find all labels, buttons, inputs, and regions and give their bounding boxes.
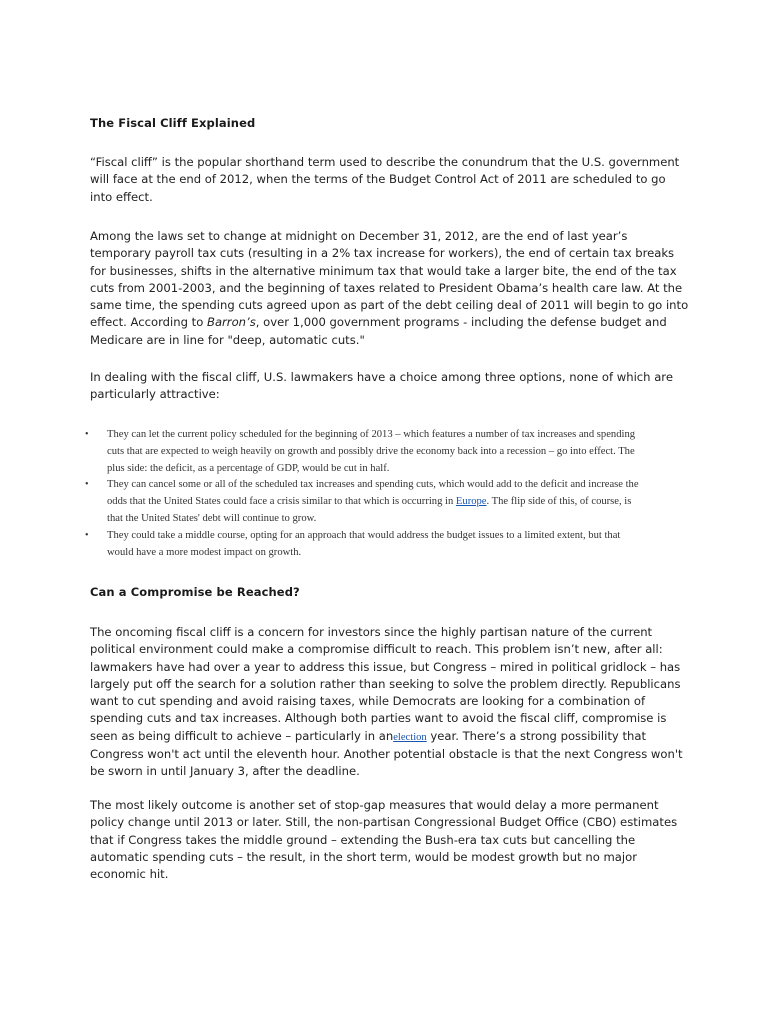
text-run: . The flip side of this, of course, is bbox=[486, 496, 632, 508]
text-line: cuts that are expected to weigh heavily on growth and possibly drive the economy back into a recession – go into effect. The bbox=[107, 445, 635, 457]
text-line: same time, the spending cuts agreed upon as part of the debt ceiling deal of 2011 will begin to go into bbox=[90, 298, 689, 313]
text-line: largely put off the search for a solution rather than seeking to solve the problem directly. Republicans bbox=[90, 676, 681, 691]
text-line: be sworn in until January 3, after the deadline. bbox=[90, 764, 360, 779]
text-line: They could take a middle course, opting for an approach that would address the budget issues to a limited extent, but that bbox=[107, 529, 621, 541]
bullet-icon: • bbox=[85, 429, 89, 440]
text-line: particularly attractive: bbox=[90, 387, 220, 402]
text-line: would have a more modest impact on growth. bbox=[107, 546, 302, 558]
publication-name: Barron’s bbox=[206, 315, 256, 330]
text-run: year. There’s a strong possibility that bbox=[426, 728, 646, 743]
text-line bbox=[90, 314, 680, 331]
text-line: want to cut spending and avoid raising taxes, while Democrats are looking for a combination of bbox=[90, 694, 646, 709]
bullet-icon: • bbox=[85, 479, 89, 491]
text-line: They can cancel some or all of the scheduled tax increases and spending cuts, which would add to the deficit and increase the bbox=[107, 479, 639, 491]
text-run: seen as being difficult to achieve – particularly in an bbox=[90, 728, 394, 743]
text-line: plus side: the deficit, as a percentage of GDP, would be cut in half. bbox=[107, 462, 390, 474]
text-line: that the United States' debt will continue to grow. bbox=[107, 512, 317, 524]
text-line: The oncoming fiscal cliff is a concern for investors since the highly partisan nature of the current bbox=[90, 625, 653, 639]
section-heading: Can a Compromise be Reached? bbox=[90, 585, 300, 599]
text-run: odds that the United States could face a crisis similar to that which is occurring in bbox=[107, 496, 456, 508]
text-run: , over 1,000 government programs - including the defense budget and bbox=[255, 315, 667, 330]
text-line: lawmakers have had over a year to address this issue, but Congress – mired in political gridlock – has bbox=[90, 659, 681, 674]
text-line: that if Congress takes the middle ground – extending the Bush-era tax cuts but cancelling the bbox=[90, 832, 636, 847]
paragraph-compromise bbox=[90, 624, 683, 781]
text-run: effect. According to bbox=[90, 315, 207, 330]
text-line: They can let the current policy scheduled for the beginning of 2013 – which features a number of tax increases and spending bbox=[107, 429, 636, 440]
text-line: for businesses, shifts in the alternative minimum tax that would take a larger bite, the end of the tax bbox=[90, 263, 677, 278]
text-line: cuts from 2001-2003, and the beginning of taxes related to President Obama’s health care law. At the bbox=[90, 280, 683, 295]
text-line: In dealing with the fiscal cliff, U.S. lawmakers have a choice among three options, none of which are bbox=[90, 370, 673, 384]
list-item bbox=[85, 427, 690, 477]
paragraph-outcome bbox=[90, 797, 680, 883]
text-line: Congress won't act until the eleventh hour. Another potential obstacle is that the next Congress won't bbox=[90, 747, 683, 762]
document-title: The Fiscal Cliff Explained bbox=[90, 116, 256, 130]
paragraph-options bbox=[90, 369, 680, 404]
text-line: automatic spending cuts – the result, in the short term, would be modest growth but no major bbox=[90, 849, 637, 864]
text-line: “Fiscal cliff” is the popular shorthand term used to describe the conundrum that the U.S. government bbox=[90, 155, 680, 169]
text-line bbox=[107, 494, 690, 511]
text-line: The most likely outcome is another set of stop-gap measures that would delay a more permanent bbox=[90, 798, 659, 812]
europe-link[interactable]: Europe bbox=[455, 496, 487, 508]
text-line: economic hit. bbox=[90, 867, 169, 882]
paragraph-laws bbox=[90, 228, 689, 349]
text-line: Medicare are in line for "deep, automatic cuts." bbox=[90, 332, 365, 347]
list-item bbox=[85, 477, 690, 527]
text-line: Among the laws set to change at midnight on December 31, 2012, are the end of last year’s bbox=[90, 229, 628, 243]
options-list bbox=[85, 427, 690, 561]
text-line: political environment could make a compromise difficult to reach. This problem isn’t new, after all: bbox=[90, 642, 663, 657]
bullet-icon: • bbox=[85, 529, 89, 541]
paragraph-intro bbox=[90, 154, 680, 206]
list-item bbox=[85, 528, 690, 562]
text-line: temporary payroll tax cuts (resulting in a 2% tax increase for workers), the end of certain tax breaks bbox=[90, 246, 675, 261]
text-line bbox=[90, 728, 680, 746]
text-line: will face at the end of 2012, when the terms of the Budget Control Act of 2011 are scheduled to go bbox=[90, 172, 666, 187]
text-line: spending cuts and tax increases. Although both parties want to avoid the fiscal cliff, compromise is bbox=[90, 711, 667, 726]
election-link[interactable]: election bbox=[393, 731, 427, 743]
text-line: policy change until 2013 or later. Still, the non-partisan Congressional Budget Office (CBO) estimates bbox=[90, 815, 678, 830]
text-line: into effect. bbox=[90, 189, 153, 204]
